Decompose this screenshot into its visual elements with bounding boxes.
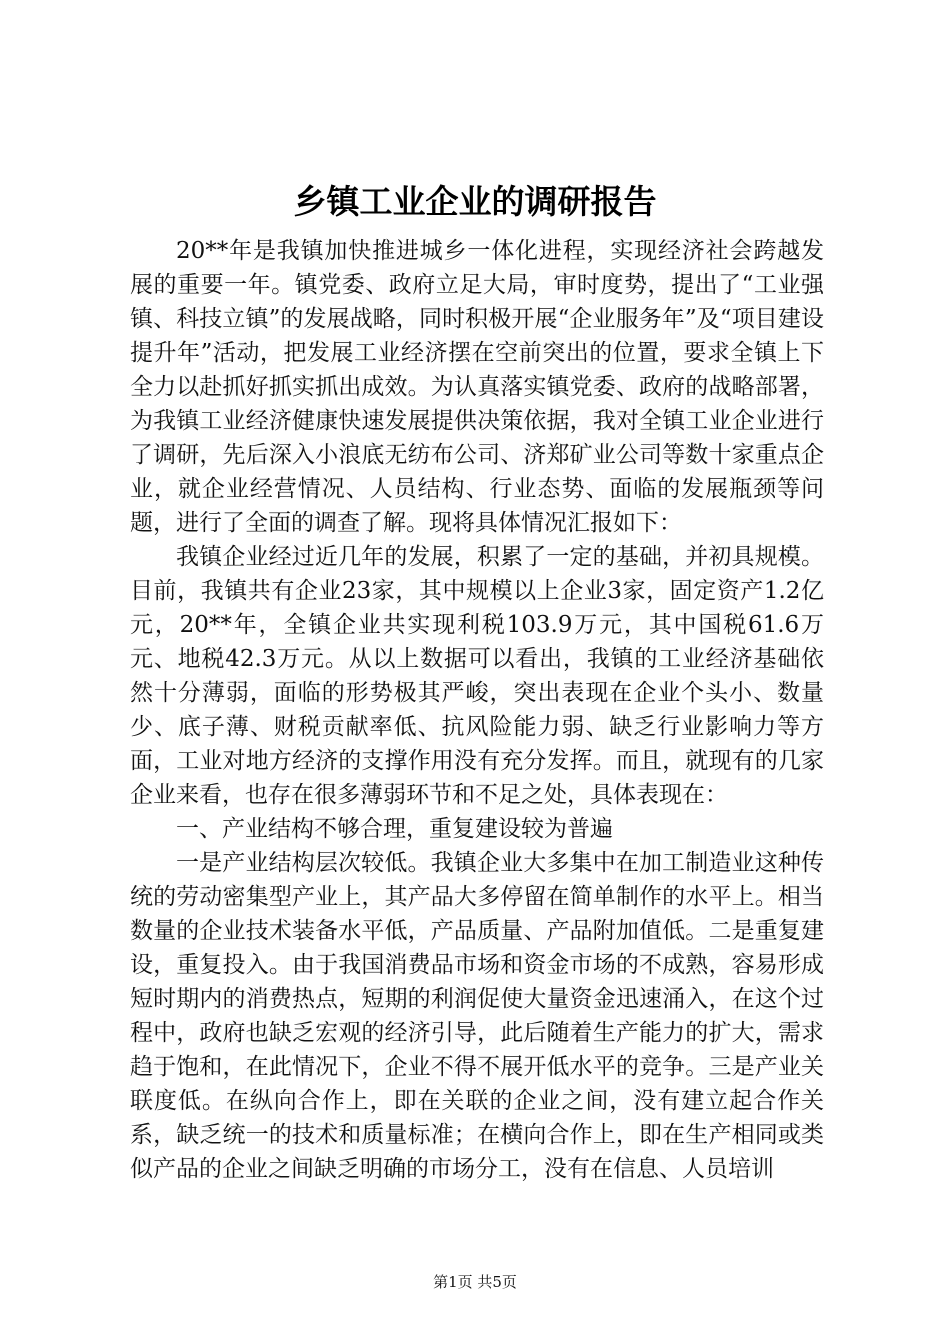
paragraph-intro: 20**年是我镇加快推进城乡一体化进程，实现经济社会跨越发展的重要一年。镇党委、政府立足大局，审时度势，提出了“工业强镇、科技立镇”的发展战略，同时积极开展“企业服务年”及“项目建设提升年”活动，把发展工业经济摆在空前突出的位置，要求全镇上下全力以赴抓好抓实抓出成效。为认真落实镇党委、政府的战略部署，为我镇工业经济健康快速发展提供决策依据，我对全镇工业企业进行了调研，先后深入小浪底无纺布公司、济郑矿业公司等数十家重点企业，就企业经营情况、人员结构、行业态势、面临的发展瓶颈等问题，进行了全面的调查了解。现将具体情况汇报如下：: [130, 238, 824, 536]
section-heading-1: 一、产业结构不够合理，重复建设较为普遍: [176, 816, 613, 842]
paragraph-overview: 我镇企业经过近几年的发展，积累了一定的基础，并初具规模。目前，我镇共有企业23家，其中规模以上企业3家，固定资产1.2亿元，20**年，全镇企业共实现利税103.9万元，其中国税61.6万元、地税42.3万元。从以上数据可以看出，我镇的工业经济基础依然十分薄弱，面临的形势极其严峻，突出表现在企业个头小、数量少、底子薄、财税贡献率低、抗风险能力弱、缺乏行业影响力等方面，工业对地方经济的支撑作用没有充分发挥。而且，就现有的几家企业来看，也存在很多薄弱环节和不足之处，具体表现在：: [130, 544, 824, 808]
paragraph-section-1: 一是产业结构层次较低。我镇企业大多集中在加工制造业这种传统的劳动密集型产业上，其产品大多停留在简单制作的水平上。相当数量的企业技术装备水平低，产品质量、产品附加值低。二是重复建设，重复投入。由于我国消费品市场和资金市场的不成熟，容易形成短时期内的消费热点，短期的利润促使大量资金迅速涌入，在这个过程中，政府也缺乏宏观的经济引导，此后随着生产能力的扩大，需求趋于饱和，在此情况下，企业不得不展开低水平的竞争。三是产业关联度低。在纵向合作上，即在关联的企业之间，没有建立起合作关系，缺乏统一的技术和质量标准；在横向合作上，即在生产相同或类似产品的企业之间缺乏明确的市场分工，没有在信息、人员培训: [130, 850, 824, 1182]
document-body: [130, 234, 824, 1186]
page-footer: 第1页 共5页: [433, 1273, 517, 1291]
document-title: 乡镇工业企业的调研报告: [293, 182, 657, 221]
